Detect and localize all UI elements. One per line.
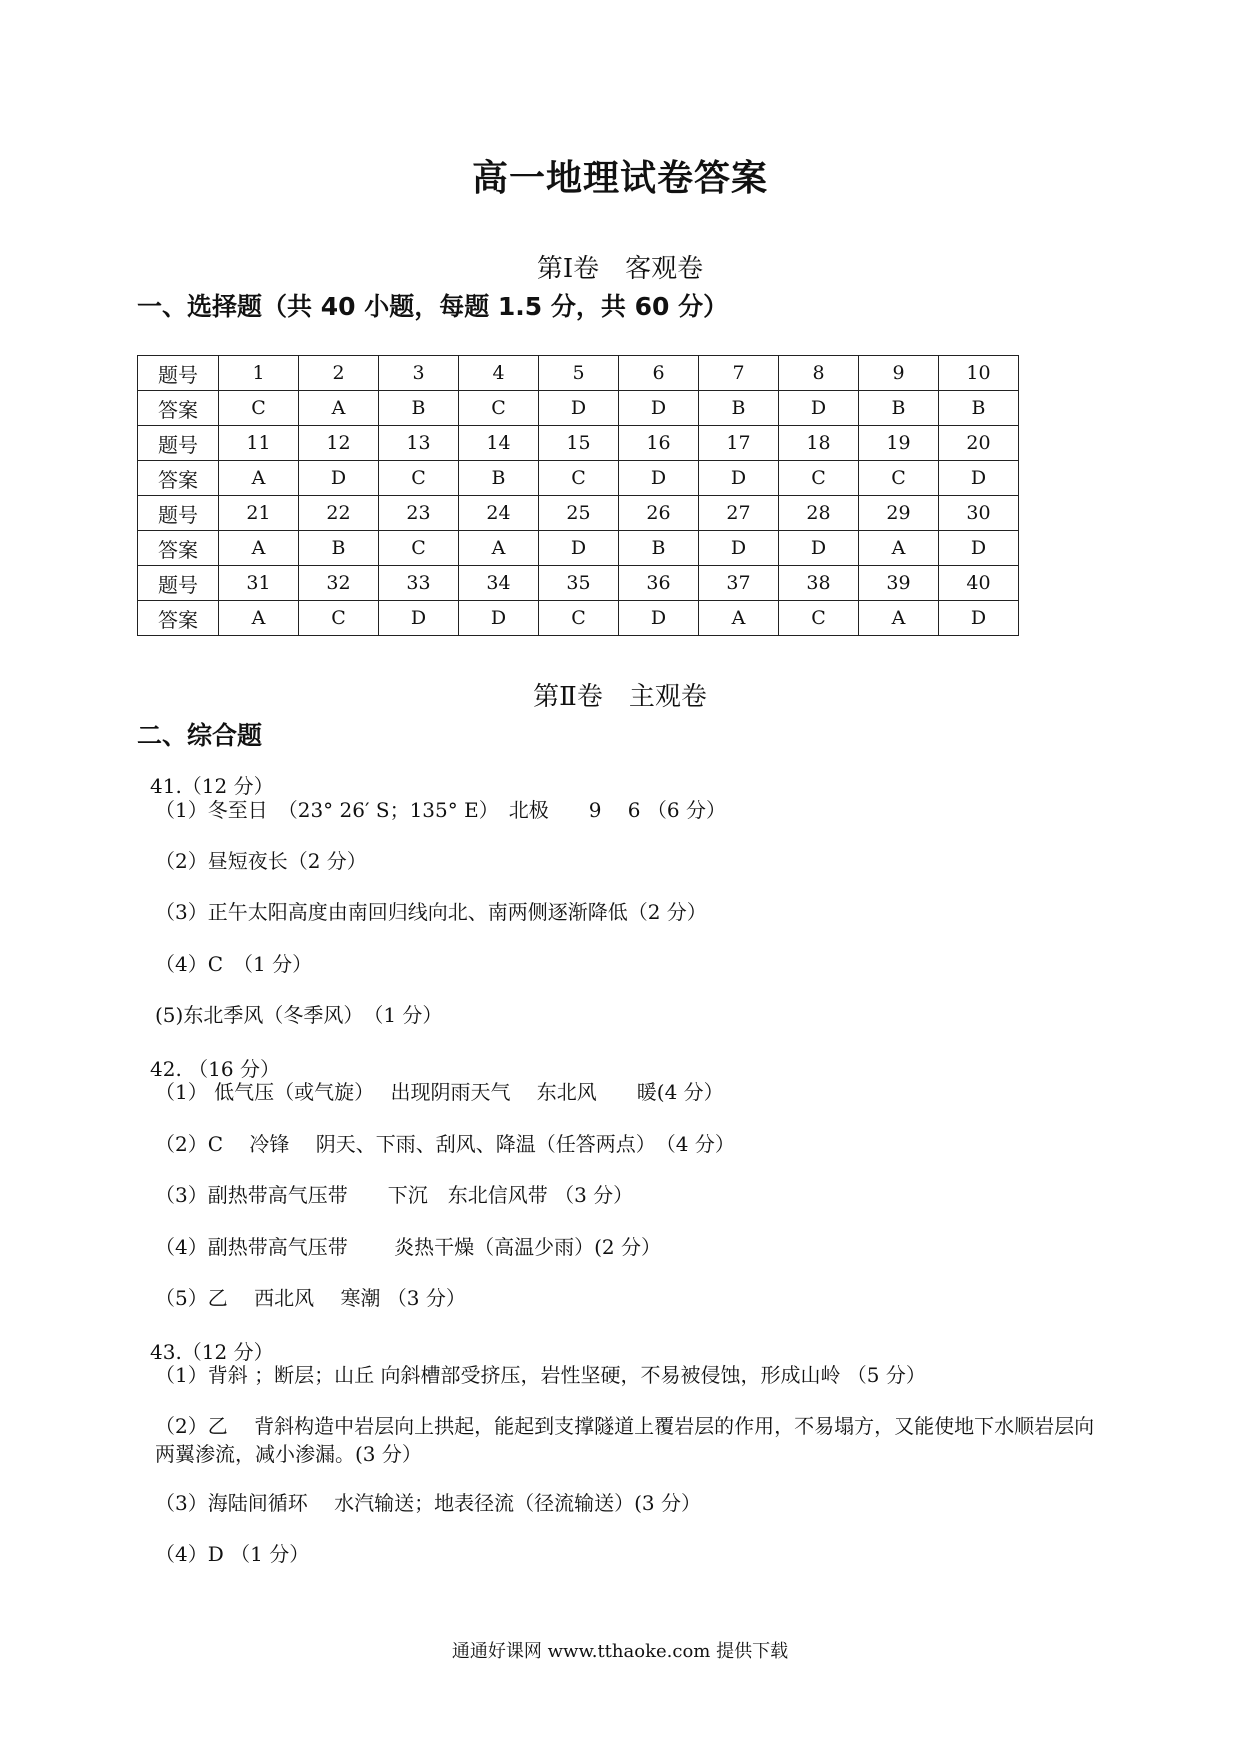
answer-cell: D — [699, 461, 779, 496]
answer-cell: A — [219, 461, 299, 496]
answer-cell: C — [539, 601, 619, 636]
table-answer-row — [138, 391, 1019, 426]
question-number-cell: 12 — [299, 426, 379, 461]
question-number-cell: 23 — [379, 496, 459, 531]
answer-cell: B — [459, 461, 539, 496]
part2-label: 第Ⅱ卷 — [533, 682, 603, 712]
question-number-cell: 4 — [459, 356, 539, 391]
question-number-cell: 27 — [699, 496, 779, 531]
question-number-cell: 3 — [379, 356, 459, 391]
question-number-cell: 20 — [939, 426, 1019, 461]
answer-cell: D — [459, 601, 539, 636]
question-41-line-4: （4）C （1 分） — [155, 952, 313, 976]
question-number-cell: 16 — [619, 426, 699, 461]
answer-cell: C — [779, 461, 859, 496]
question-42-line-4: （4）副热带高气压带 炎热干燥（高温少雨）(2 分） — [155, 1235, 661, 1259]
answer-cell: D — [619, 391, 699, 426]
question-41-line-1: （1）冬至日 （23° 26′ S；135° E） 北极 9 6 （6 分） — [155, 798, 726, 822]
question-number-cell: 17 — [699, 426, 779, 461]
question-number-cell: 32 — [299, 566, 379, 601]
question-number-cell: 7 — [699, 356, 779, 391]
answer-cell: D — [619, 601, 699, 636]
question-41-header: 41.（12 分） — [150, 774, 274, 798]
answer-cell: C — [219, 391, 299, 426]
part2-heading — [0, 676, 1240, 713]
question-43-header: 43.（12 分） — [150, 1340, 274, 1364]
footer-credit: 通通好课网 www.tthaoke.com 提供下载 — [451, 1641, 789, 1662]
question-number-cell: 22 — [299, 496, 379, 531]
question-number-cell: 31 — [219, 566, 299, 601]
table-number-row — [138, 566, 1019, 601]
question-number-cell: 36 — [619, 566, 699, 601]
question-number-cell: 35 — [539, 566, 619, 601]
answer-cell: A — [219, 531, 299, 566]
answer-cell: D — [779, 391, 859, 426]
answer-cell: D — [379, 601, 459, 636]
table-number-row — [138, 496, 1019, 531]
answer-cell: D — [619, 461, 699, 496]
question-number-cell: 1 — [219, 356, 299, 391]
question-42-line-3: （3）副热带高气压带 下沉 东北信风带 （3 分） — [155, 1183, 634, 1207]
question-number-cell: 5 — [539, 356, 619, 391]
answer-cell: D — [939, 531, 1019, 566]
question-number-cell: 25 — [539, 496, 619, 531]
question-number-cell: 30 — [939, 496, 1019, 531]
question-43-line-2: （2）乙 背斜构造中岩层向上拱起，能起到支撑隧道上覆岩层的作用，不易塌方，又能使地下水顺岩层向两翼渗流，减小渗漏。(3 分） — [155, 1414, 1095, 1466]
answer-cell: D — [939, 461, 1019, 496]
question-number-cell: 18 — [779, 426, 859, 461]
part1-heading — [0, 248, 1240, 285]
answer-cell: A — [859, 601, 939, 636]
row-label: 答案 — [138, 601, 219, 636]
question-42-line-5: （5）乙 西北风 寒潮 （3 分） — [155, 1286, 466, 1310]
part1-label: 第Ⅰ卷 — [536, 254, 600, 284]
answer-cell: C — [779, 601, 859, 636]
answer-cell: B — [939, 391, 1019, 426]
question-41-line-3: （3）正午太阳高度由南回归线向北、南两侧逐渐降低（2 分） — [155, 900, 707, 924]
question-number-cell: 24 — [459, 496, 539, 531]
question-42-line-2: （2）C 冷锋 阴天、下雨、刮风、降温（任答两点） （4 分） — [155, 1132, 735, 1156]
question-number-cell: 6 — [619, 356, 699, 391]
row-label: 题号 — [138, 426, 219, 461]
question-number-cell: 2 — [299, 356, 379, 391]
answer-cell: D — [779, 531, 859, 566]
row-label: 答案 — [138, 531, 219, 566]
question-42-header: 42. （16 分） — [150, 1057, 280, 1081]
question-number-cell: 38 — [779, 566, 859, 601]
question-number-cell: 28 — [779, 496, 859, 531]
answer-cell: D — [699, 531, 779, 566]
table-number-row — [138, 426, 1019, 461]
question-number-cell: 8 — [779, 356, 859, 391]
question-43-line-4: （4）D （1 分） — [155, 1542, 310, 1566]
answer-table — [137, 355, 1019, 636]
question-number-cell: 37 — [699, 566, 779, 601]
section2-heading: 二、综合题 — [137, 721, 263, 750]
answer-cell: A — [299, 391, 379, 426]
answer-cell: C — [299, 601, 379, 636]
question-43-line-3: （3）海陆间循环 水汽输送；地表径流（径流输送）(3 分） — [155, 1491, 701, 1515]
answer-cell: B — [299, 531, 379, 566]
answer-cell: D — [939, 601, 1019, 636]
answer-cell: B — [859, 391, 939, 426]
question-number-cell: 34 — [459, 566, 539, 601]
answer-cell: D — [299, 461, 379, 496]
answer-cell: A — [219, 601, 299, 636]
table-answer-row — [138, 461, 1019, 496]
answer-cell: C — [859, 461, 939, 496]
question-number-cell: 10 — [939, 356, 1019, 391]
row-label: 答案 — [138, 391, 219, 426]
question-number-cell: 21 — [219, 496, 299, 531]
answer-cell: B — [379, 391, 459, 426]
answer-cell: B — [699, 391, 779, 426]
answer-cell: C — [379, 461, 459, 496]
question-number-cell: 39 — [859, 566, 939, 601]
answer-cell: C — [379, 531, 459, 566]
row-label: 题号 — [138, 566, 219, 601]
row-label: 题号 — [138, 496, 219, 531]
part2-sublabel: 主观卷 — [628, 682, 707, 712]
answer-cell: C — [459, 391, 539, 426]
answer-cell: C — [539, 461, 619, 496]
question-number-cell: 13 — [379, 426, 459, 461]
table-number-row — [138, 356, 1019, 391]
question-number-cell: 40 — [939, 566, 1019, 601]
row-label: 题号 — [138, 356, 219, 391]
question-number-cell: 15 — [539, 426, 619, 461]
table-answer-row — [138, 531, 1019, 566]
question-number-cell: 26 — [619, 496, 699, 531]
page-title: 高一地理试卷答案 — [471, 158, 768, 199]
answer-cell: B — [619, 531, 699, 566]
section1-heading: 一、选择题（共 40 小题，每题 1.5 分，共 60 分） — [137, 292, 729, 321]
answer-cell: A — [459, 531, 539, 566]
question-number-cell: 33 — [379, 566, 459, 601]
answer-cell: A — [699, 601, 779, 636]
row-label: 答案 — [138, 461, 219, 496]
part1-sublabel: 客观卷 — [625, 254, 704, 284]
answer-cell: D — [539, 391, 619, 426]
answer-cell: D — [539, 531, 619, 566]
question-number-cell: 11 — [219, 426, 299, 461]
question-43-line-1: （1）背斜 ；断层；山丘 向斜槽部受挤压，岩性坚硬，不易被侵蚀，形成山岭 （5 分） — [155, 1363, 926, 1387]
question-42-line-1: （1） 低气压（或气旋） 出现阴雨天气 东北风 暖(4 分） — [155, 1080, 724, 1104]
question-number-cell: 19 — [859, 426, 939, 461]
question-number-cell: 29 — [859, 496, 939, 531]
question-number-cell: 9 — [859, 356, 939, 391]
table-answer-row — [138, 601, 1019, 636]
answer-cell: A — [859, 531, 939, 566]
question-41-line-5: (5)东北季风（冬季风） （1 分） — [155, 1003, 443, 1027]
question-number-cell: 14 — [459, 426, 539, 461]
question-41-line-2: （2）昼短夜长（2 分） — [155, 849, 367, 873]
